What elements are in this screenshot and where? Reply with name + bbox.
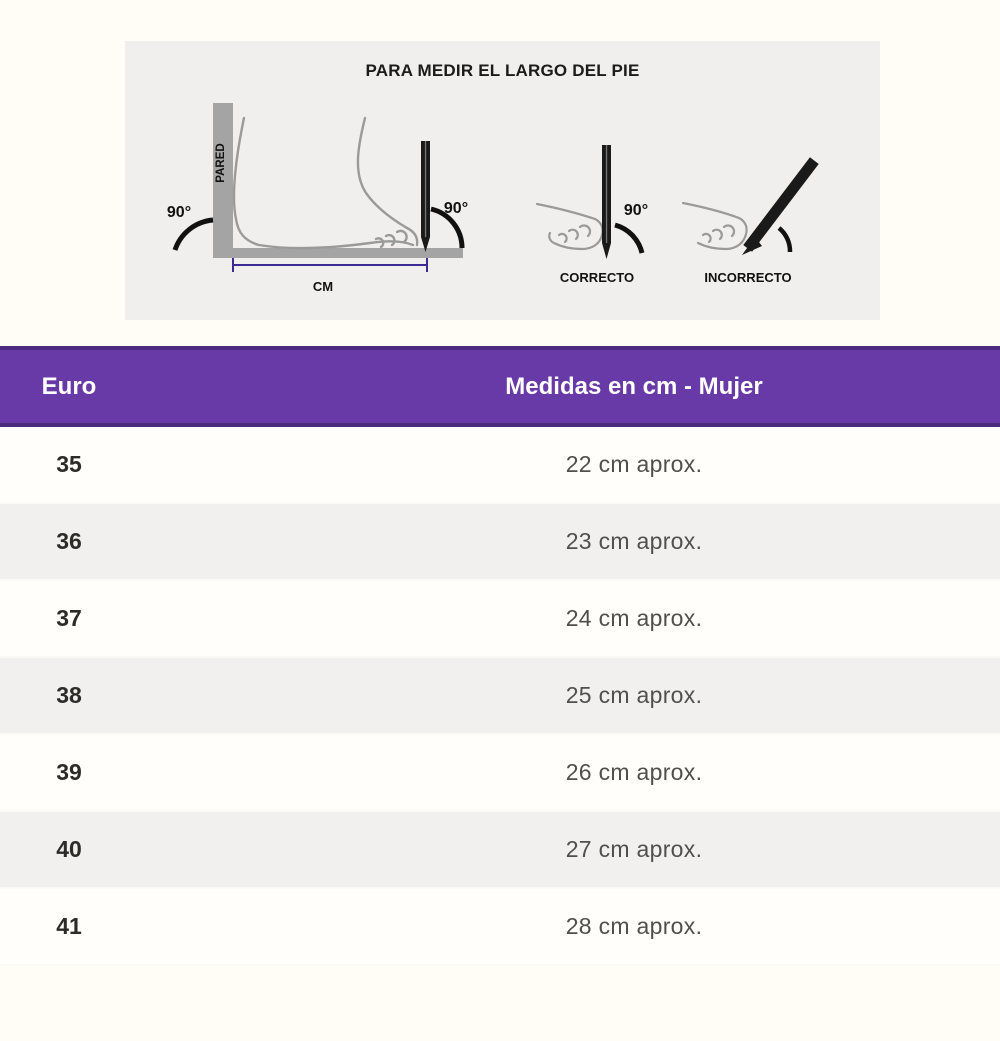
cm-value: 26 cm aprox. — [565, 759, 703, 785]
cm-value: 27 cm aprox. — [565, 836, 703, 862]
foot-against-wall-illustration — [167, 103, 468, 294]
size-conversion-table — [0, 346, 1000, 966]
size-value: 37 — [56, 605, 82, 631]
tilted-pencil-icon — [742, 165, 811, 255]
angle-arc-left — [175, 220, 213, 250]
cm-value: 24 cm aprox. — [565, 605, 703, 631]
measurement-line — [233, 258, 427, 272]
table-row — [0, 889, 1000, 966]
table-row — [0, 812, 1000, 889]
table-row — [0, 581, 1000, 658]
hand-icon — [683, 203, 747, 249]
table-header-row — [0, 346, 1000, 427]
header-measure: Medidas en cm - Mujer — [505, 372, 763, 400]
table-row — [0, 658, 1000, 735]
correct-hold-illustration — [537, 145, 648, 285]
incorrect-label: INCORRECTO — [704, 270, 792, 285]
foot-measuring-illustration — [125, 41, 880, 320]
incorrect-hold-illustration — [683, 165, 811, 285]
cm-label: CM — [312, 279, 334, 294]
foot-outline-icon — [234, 118, 417, 248]
wall-label: PARED — [215, 143, 227, 183]
pencil-icon — [421, 141, 430, 252]
angle-arc-correct — [615, 225, 642, 253]
diagram-title: PARA MEDIR EL LARGO DEL PIE — [365, 61, 640, 80]
hand-icon — [537, 204, 603, 249]
correct-label: CORRECTO — [559, 270, 635, 285]
cm-value: 25 cm aprox. — [565, 682, 703, 708]
header-euro: Euro — [41, 372, 97, 400]
angle-label-correct: 90° — [623, 202, 649, 219]
size-value: 40 — [56, 836, 82, 862]
size-value: 35 — [56, 451, 82, 477]
cm-value: 22 cm aprox. — [565, 451, 703, 477]
foot-measuring-diagram — [125, 41, 880, 320]
size-value: 41 — [56, 913, 82, 939]
angle-arc-incorrect — [779, 228, 790, 252]
table-row — [0, 504, 1000, 581]
cm-value: 23 cm aprox. — [565, 528, 703, 554]
angle-label-foot: 90° — [443, 200, 469, 217]
cm-value: 28 cm aprox. — [565, 913, 703, 939]
size-value: 36 — [56, 528, 82, 554]
table-row — [0, 427, 1000, 504]
size-value: 38 — [56, 682, 82, 708]
table-row — [0, 735, 1000, 812]
angle-label-left: 90° — [166, 204, 192, 221]
pencil-icon — [602, 145, 611, 259]
size-value: 39 — [56, 759, 82, 785]
